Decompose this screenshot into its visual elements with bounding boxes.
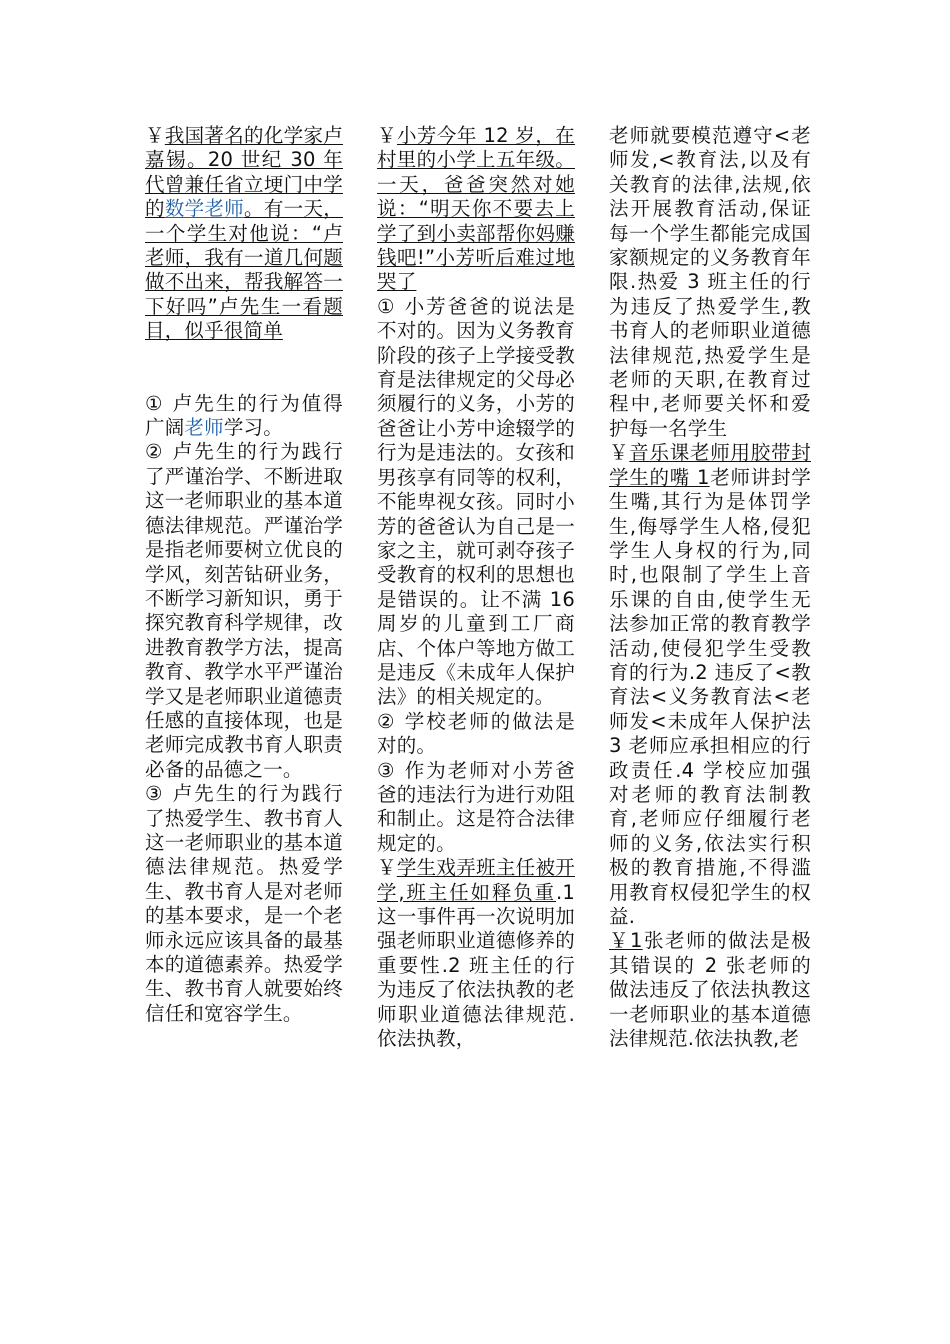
question-4 xyxy=(609,441,811,929)
question-1 xyxy=(145,124,343,344)
question-5 xyxy=(609,929,811,1051)
column-3 xyxy=(609,124,811,1051)
bullet-mark: ￥ xyxy=(377,856,397,880)
teacher-link[interactable]: 老师 xyxy=(184,416,224,440)
column-2 xyxy=(377,124,575,1051)
answer-3-text: .1 这一事件再一次说明加强老师职业道德修养的重要性.2 班主任的行为违反了依法执教的老师职业道德法律规范.依法执教， xyxy=(377,880,575,1051)
question-1-text-a: 我国著名的化学家卢嘉锡。20 世纪 30 年代曾兼任省立埂门中学的 xyxy=(145,124,343,221)
answer-3-continued: 老师就要模范遵守<老师发,<教育法,以及有关教育的法律,法规,依法开展教育活动,保证每一个学生都能完成国家额规定的义务教育年限.热爱 3 班主任的行为违反了热爱学生,教书育人的老师职业道德法律规范,热爱学生是老师的天职,在教育过程中,老师要关怀和爱护每一名学生 xyxy=(609,124,811,440)
answer-4-text: 老师讲封学生嘴,其行为是体罚学生,侮辱学生人格,侵犯学生人身权的行为,同时,也限制了学生上音乐课的自由,使学生无法参加正常的教育教学活动,使侵犯学生受教育的行为.2 违反了<教育法<义务教育法<老师发<未成年人保护法 3 老师应承担相应的行政责任.4 学校应加强对老师的教育法制教育,老师应仔细履行老师的义务,依法实行积极的教育措施,不得滥用教育权侵犯学生的权益. xyxy=(609,465,811,928)
answer-2-2: ② 学校老师的做法是对的。 xyxy=(377,709,575,758)
question-2 xyxy=(377,124,575,295)
answer-2-1: ① 小芳爸爸的说法是不对的。因为义务教育阶段的孩子上学接受教育是法律规定的父母必须履行的义务，小芳的爸爸让小芳中途辍学的行为是违法的。女孩和男孩享有同等的权利，不能卑视女孩。同时小芳的爸爸认为自己是一家之主，就可剥夺孩子受教育的权利的思想也是错误的。让不满 16 周岁的儿童到工厂商店、个体户等地方做工是违反《未成年人保护法》的相关规定的。 xyxy=(377,294,575,709)
question-4-text: 音乐课老师用胶带封学生的嘴 1 xyxy=(609,441,811,489)
bullet-mark: ￥1 xyxy=(609,929,643,953)
answer-1-2: ② 卢先生的行为践行了严谨治学、不断进取这一老师职业的基本道德法律规范。严谨治学是指老师要树立优良的学风，刻苦钻研业务，不断学习新知识，勇于探究教育科学规律，改进教育教学方法，提高教育、教学水平严谨治学又是老师职业道德责任感的直接体现，也是老师完成教书育人职责必备的品德之一。 xyxy=(145,440,343,781)
column-1 xyxy=(145,124,343,1026)
question-3 xyxy=(377,856,575,1051)
spacer xyxy=(145,344,343,392)
answer-1-1 xyxy=(145,392,343,441)
math-teacher-link[interactable]: 数学老师 xyxy=(164,197,245,221)
bullet-mark: ￥ xyxy=(377,124,397,147)
question-3-text: 学生戏弄班主任被开学,班主任如释负重 xyxy=(377,856,575,904)
answer-1-1-text-b: 学习。 xyxy=(223,416,283,440)
question-2-text: 小芳今年 12 岁，在村里的小学上五年级。一天，爸爸突然对她说：“明天你不要去上学了到小卖部帮你妈赚钱吧!”小芳听后难过地哭了 xyxy=(377,124,575,294)
bullet-mark: ￥ xyxy=(145,124,165,147)
answer-5-text: 张老师的做法是极其错误的 2 张老师的做法违反了依法执教这一老师职业的基本道德法律规范.依法执教,老 xyxy=(609,929,811,1051)
bullet-mark: ￥ xyxy=(609,441,630,465)
answer-1-3: ③ 卢先生的行为践行了热爱学生、教书育人这一老师职业的基本道德法律规范。热爱学生、教书育人是对老师的基本要求，是一个老师永远应该具备的最基本的道德素养。热爱学生、教书育人就要始终信任和宽容学生。 xyxy=(145,782,343,1025)
question-1-text-b: 。有一天，一个学生对他说：“卢老师，我有一道几何题做不出来，帮我解答一下好吗”卢先生一看题目，似乎很简单 xyxy=(145,197,343,343)
answer-1-1-text-a: ① 卢先生的行为值得广阔 xyxy=(145,391,343,440)
answer-2-3: ③ 作为老师对小芳爸爸的违法行为进行劝阻和制止。这是符合法律规定的。 xyxy=(377,758,575,855)
